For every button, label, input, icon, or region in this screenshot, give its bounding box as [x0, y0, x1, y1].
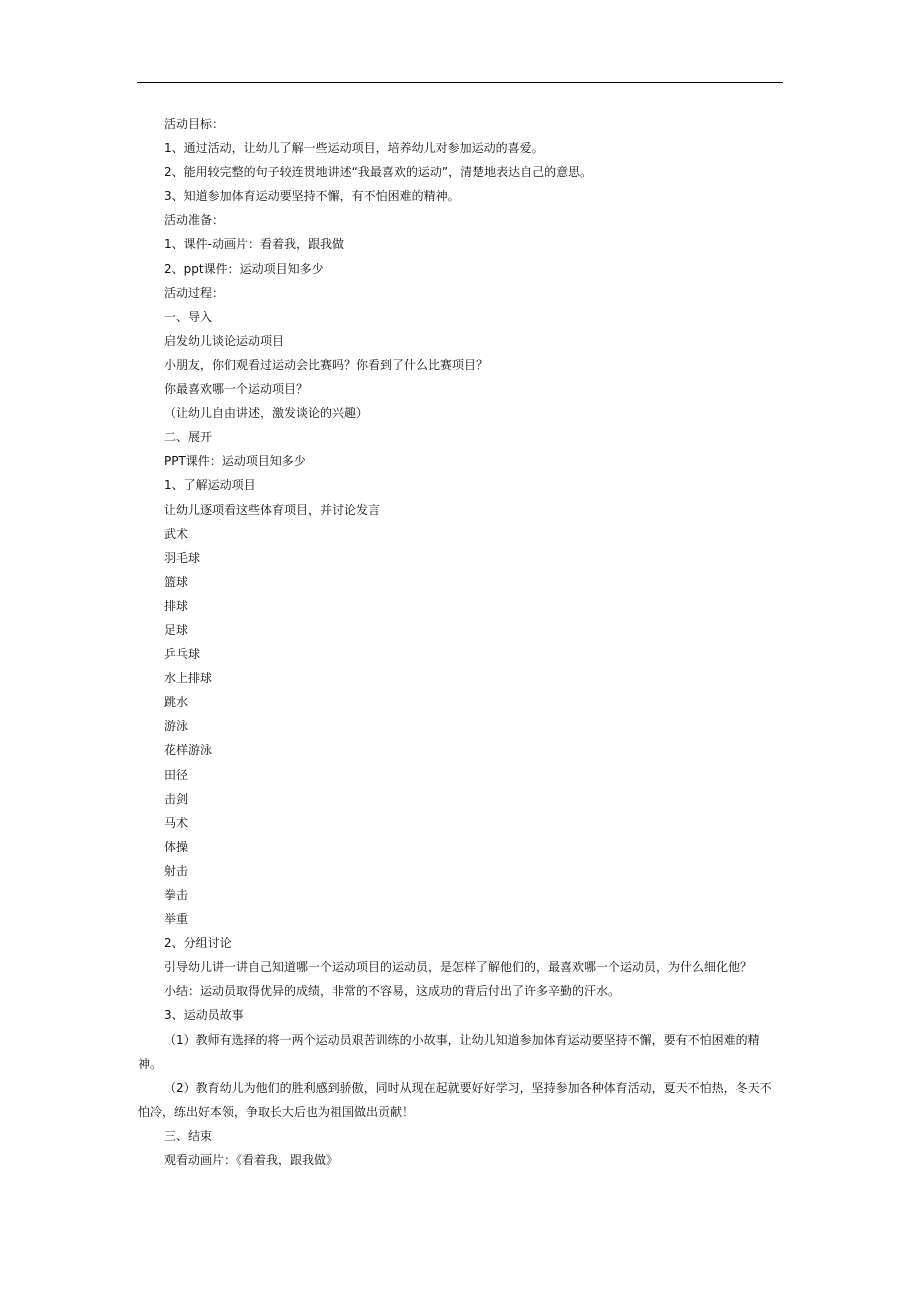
sport-item: 花样游泳	[164, 743, 213, 758]
sport-item: 篮球	[164, 574, 189, 589]
sport-item: 游泳	[164, 719, 189, 734]
sport-item: 击剑	[164, 791, 189, 806]
text-line: 让幼儿逐项看这些体育项目，并讨论发言	[164, 502, 381, 517]
section-heading-preparation: 活动准备：	[164, 213, 225, 228]
section-heading-process: 活动过程：	[164, 285, 225, 300]
sport-item: 举重	[164, 912, 189, 927]
text-line: （让幼儿自由讲述，激发谈论的兴趣）	[164, 406, 369, 421]
text-line: PPT课件：运动项目知多少	[164, 454, 306, 469]
section-heading-goals: 活动目标：	[164, 117, 225, 131]
text-line: 小结：运动员取得优异的成绩，非常的不容易，这成功的背后付出了许多辛勤的汗水。	[164, 984, 621, 999]
story-paragraph: （1）教师有选择的将一两个运动员艰苦训练的小故事，让幼儿知道参加体育运动要坚持不懈，要有不怕困难的精神。	[138, 1032, 760, 1071]
sport-item: 体操	[164, 839, 189, 854]
preparation-item: 1、课件-动画片：看着我，跟我做	[164, 237, 344, 252]
document-body	[138, 112, 782, 1172]
header-rule	[137, 82, 783, 83]
step-heading: 二、展开	[164, 430, 213, 445]
sport-item: 水上排球	[164, 671, 213, 686]
sport-item: 跳水	[164, 695, 189, 710]
goal-item: 2、能用较完整的句子较连贯地讲述“我最喜欢的运动”，清楚地表达自己的意思。	[164, 165, 593, 180]
preparation-item: 2、ppt课件：运动项目知多少	[164, 261, 324, 276]
text-line: 引导幼儿讲一讲自己知道哪一个运动项目的运动员，是怎样了解他们的，最喜欢哪一个运动员，为什么细化他？	[164, 960, 753, 975]
goal-item: 1、通过活动，让幼儿了解一些运动项目，培养幼儿对参加运动的喜爱。	[164, 141, 544, 156]
sport-item: 射击	[164, 863, 189, 878]
sport-item: 马术	[164, 815, 189, 830]
step-heading: 一、导入	[164, 309, 213, 324]
sport-item: 田径	[164, 767, 189, 782]
text-line: 启发幼儿谈论运动项目	[164, 333, 285, 348]
text-line: 小朋友，你们观看过运动会比赛吗？你看到了什么比赛项目？	[164, 357, 489, 372]
sub-heading: 1、了解运动项目	[164, 478, 256, 493]
sport-item: 排球	[164, 598, 189, 613]
sport-item: 足球	[164, 622, 189, 637]
education-paragraph: （2）教育幼儿为他们的胜利感到骄傲，同时从现在起就要好好学习，坚持参加各种体育活动，夏天不怕热，冬天不怕冷，练出好本领，争取长大后也为祖国做出贡献！	[138, 1080, 772, 1119]
sub-heading: 3、运动员故事	[164, 1008, 244, 1023]
sub-heading: 2、分组讨论	[164, 936, 232, 951]
sport-item: 拳击	[164, 888, 189, 902]
sport-item: 武术	[164, 526, 189, 541]
text-line: 观看动画片：《看着我，跟我做》	[164, 1153, 339, 1168]
sport-item: 羽毛球	[164, 550, 201, 565]
step-heading: 三、结束	[164, 1128, 213, 1143]
sport-item: 乒乓球	[164, 647, 201, 662]
text-line: 你最喜欢哪一个运动项目？	[164, 382, 309, 397]
goal-item: 3、知道参加体育运动要坚持不懈，有不怕困难的精神。	[164, 189, 460, 204]
